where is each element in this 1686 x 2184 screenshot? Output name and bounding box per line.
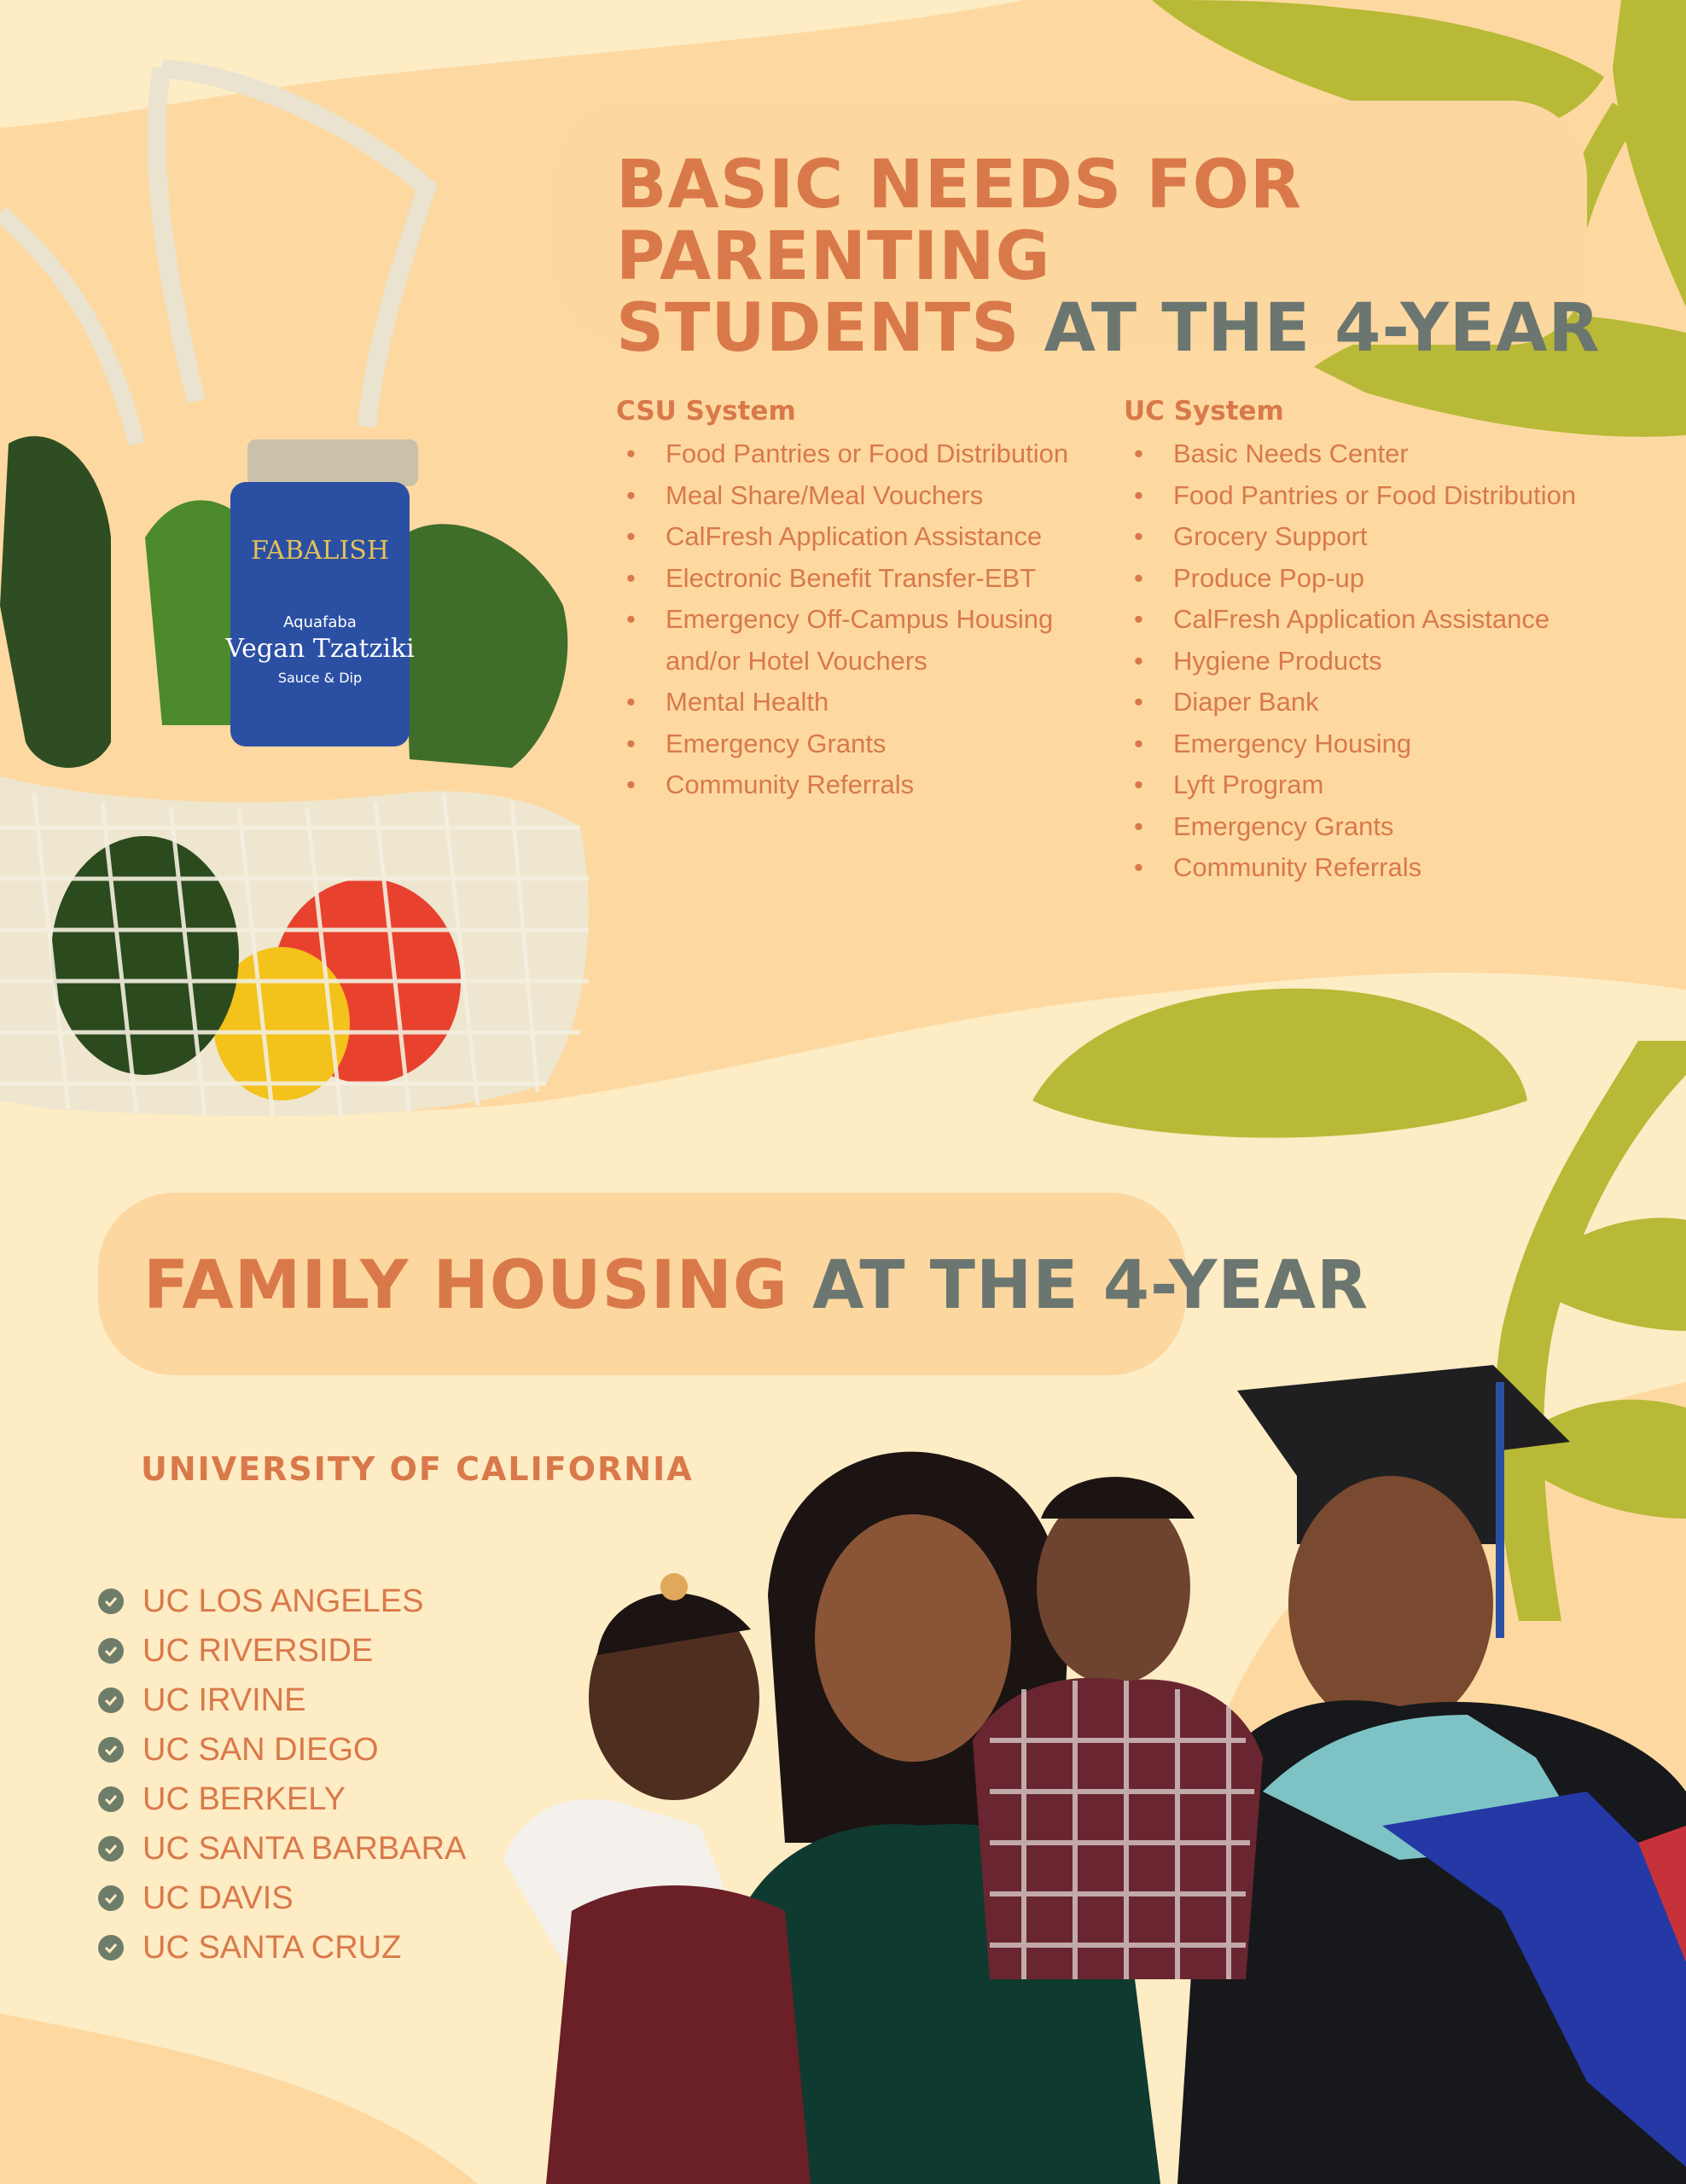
csu-column-title: CSU System — [616, 396, 796, 427]
list-item — [98, 1774, 542, 1824]
university-subheading: UNIVERSITY OF CALIFORNIA — [141, 1450, 694, 1488]
list-item — [98, 1676, 542, 1725]
campus-label: UC DAVIS — [142, 1880, 294, 1916]
campus-label: UC LOS ANGELES — [142, 1583, 424, 1619]
list-item: • Hygiene Products — [1124, 641, 1670, 682]
campus-label: UC SANTA BARBARA — [142, 1831, 467, 1867]
check-icon — [98, 1737, 124, 1763]
campus-label: UC IRVINE — [142, 1682, 306, 1718]
list-item: • Electronic Benefit Transfer-EBT — [616, 558, 1094, 600]
campus-label: UC BERKELY — [142, 1781, 346, 1817]
product-line3: Sauce & Dip — [277, 670, 363, 686]
list-item — [98, 1923, 542, 1972]
product-brand: FABALISH — [250, 536, 390, 566]
list-item: • Community Referrals — [1124, 847, 1670, 889]
housing-title-highlight: FAMILY HOUSING — [143, 1247, 788, 1324]
list-item: • Meal Share/Meal Vouchers — [616, 475, 1094, 517]
check-icon — [98, 1836, 124, 1862]
check-icon — [98, 1935, 124, 1960]
list-item: • Produce Pop-up — [1124, 558, 1670, 600]
campus-label: UC RIVERSIDE — [142, 1633, 374, 1669]
campus-list — [98, 1577, 542, 1972]
list-item: • Emergency Housing — [1124, 723, 1670, 765]
page-title — [616, 147, 1686, 368]
check-icon — [98, 1687, 124, 1713]
page-title-highlight: STUDENTS — [616, 290, 1020, 368]
list-item: • CalFresh Application Assistance — [1124, 599, 1670, 641]
list-item: • Community Referrals — [616, 764, 1094, 806]
page-title-rest: AT THE 4-YEAR — [1044, 290, 1601, 368]
list-item — [98, 1873, 542, 1923]
list-item: • CalFresh Application Assistance — [616, 516, 1094, 558]
product-line1: Aquafaba — [283, 613, 357, 631]
list-item: • Lyft Program — [1124, 764, 1670, 806]
campus-label: UC SANTA CRUZ — [142, 1930, 402, 1966]
list-item: • Diaper Bank — [1124, 682, 1670, 723]
check-icon — [98, 1885, 124, 1911]
housing-title-rest: AT THE 4-YEAR — [812, 1247, 1369, 1324]
family-photo — [478, 1314, 1686, 2184]
check-icon — [98, 1786, 124, 1812]
campus-label: UC SAN DIEGO — [142, 1732, 379, 1768]
list-item — [98, 1725, 542, 1774]
page-title-line1: BASIC NEEDS FOR PARENTING — [616, 147, 1302, 296]
list-item: • Mental Health — [616, 682, 1094, 723]
list-item: • Emergency Grants — [1124, 806, 1670, 848]
list-item — [98, 1824, 542, 1873]
grocery-bag-illustration — [0, 60, 614, 1118]
uc-services-list — [1124, 433, 1670, 889]
list-item: • Grocery Support — [1124, 516, 1670, 558]
list-item: • Emergency Off-Campus Housing and/or Hotel Vouchers — [616, 599, 1094, 682]
product-line2: Vegan Tzatziki — [225, 634, 415, 664]
check-icon — [98, 1638, 124, 1664]
list-item: • Food Pantries or Food Distribution — [616, 433, 1094, 475]
housing-title — [143, 1247, 1369, 1324]
list-item — [98, 1626, 542, 1676]
page-title-line2 — [616, 290, 1686, 368]
uc-column-title: UC System — [1124, 396, 1284, 427]
check-icon — [98, 1589, 124, 1614]
list-item: • Food Pantries or Food Distribution — [1124, 475, 1670, 517]
list-item — [98, 1577, 542, 1626]
list-item: • Emergency Grants — [616, 723, 1094, 765]
list-item: • Basic Needs Center — [1124, 433, 1670, 475]
csu-services-list — [616, 433, 1094, 806]
